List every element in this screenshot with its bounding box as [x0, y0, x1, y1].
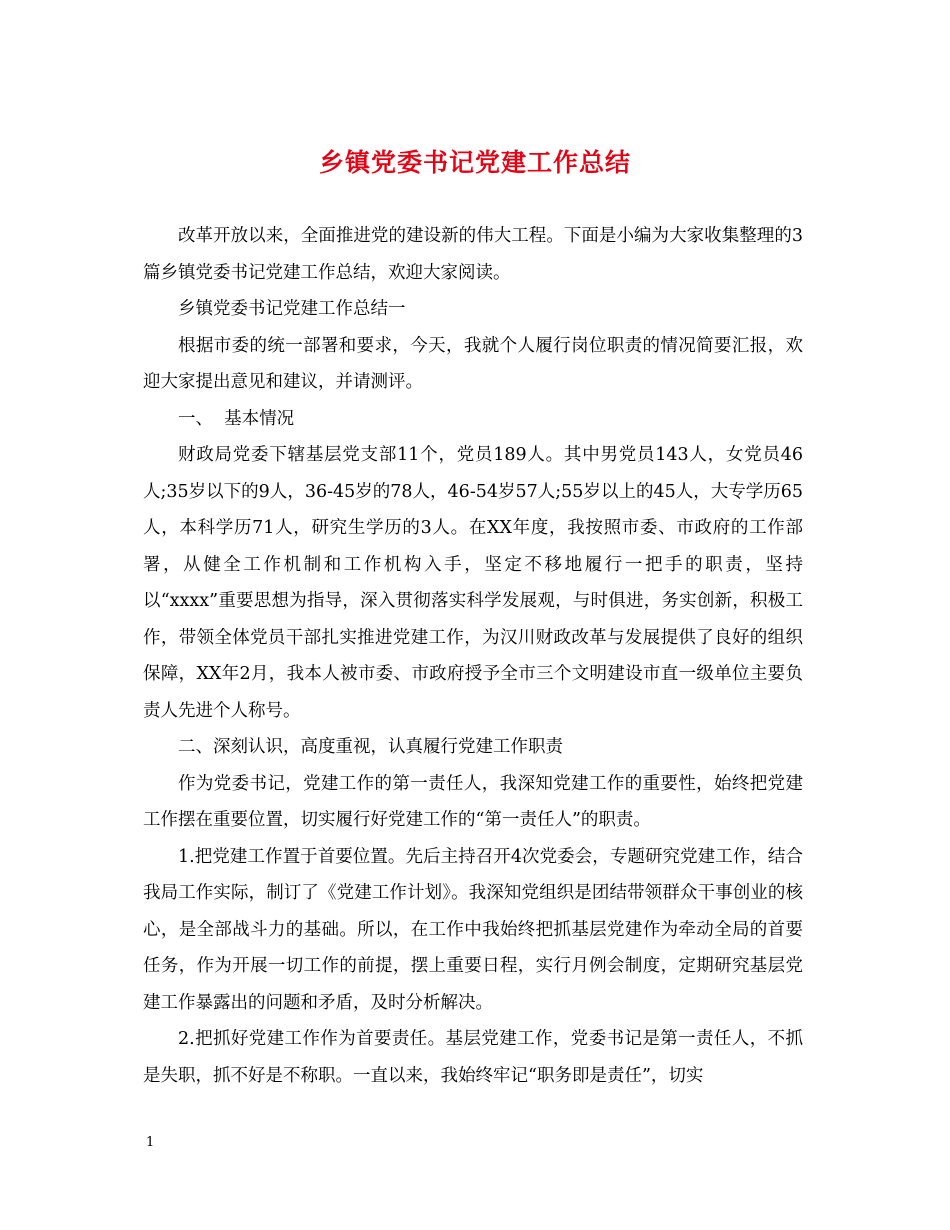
paragraph: 作为党委书记，党建工作的第一责任人，我深知党建工作的重要性，始终把党建工作摆在重要位置，切实履行好党建工作的“第一责任人”的职责。 [143, 773, 803, 830]
document-body [143, 218, 803, 1094]
paragraph: 根据市委的统一部署和要求，今天，我就个人履行岗位职责的情况简要汇报，欢迎大家提出意见和建议，并请测评。 [143, 335, 803, 392]
section-heading: 二、深刻认识，高度重视，认真履行党建工作职责 [178, 737, 563, 757]
paragraph: 财政局党委下辖基层党支部11个，党员189人。其中男党员143人，女党员46人;35岁以下的9人，36-45岁的78人，46-54岁57人;55岁以上的45人，大专学历65人，本科学历71人，研究生学历的3人。在XX年度，我按照市委、市政府的工作部署，从健全工作机制和工作机构入手，坚定不移地履行一把手的职责，坚持以“xxxx”重要思想为指导，深入贯彻落实科学发展观，与时俱进，务实创新，积极工作，带领全体党员干部扎实推进党建工作，为汉川财政改革与发展提供了良好的组织保障，XX年2月，我本人被市委、市政府授予全市三个文明建设市直一级单位主要负责人先进个人称号。 [143, 445, 803, 721]
paragraph: 2.把抓好党建工作作为首要责任。基层党建工作，党委书记是第一责任人，不抓是失职，抓不好是不称职。一直以来，我始终牢记“职务即是责任”，切实 [143, 1029, 803, 1086]
page-number: 1 [146, 1135, 155, 1150]
paragraph: 改革开放以来，全面推进党的建设新的伟大工程。下面是小编为大家收集整理的3篇乡镇党委书记党建工作总结，欢迎大家阅读。 [143, 226, 803, 283]
section-heading: 乡镇党委书记党建工作总结一 [178, 299, 406, 319]
section-heading: 一、 基本情况 [178, 408, 295, 429]
document-title: 乡镇党委书记党建工作总结 [318, 148, 631, 177]
paragraph: 1.把党建工作置于首要位置。先后主持召开4次党委会，专题研究党建工作，结合我局工作实际，制订了《党建工作计划》。我深知党组织是团结带领群众干事创业的核心，是全部战斗力的基础。所以，在工作中我始终把抓基层党建作为牵动全局的首要任务，作为开展一切工作的前提，摆上重要日程，实行月例会制度，定期研究基层党建工作暴露出的问题和矛盾，及时分析解决。 [143, 846, 803, 1013]
